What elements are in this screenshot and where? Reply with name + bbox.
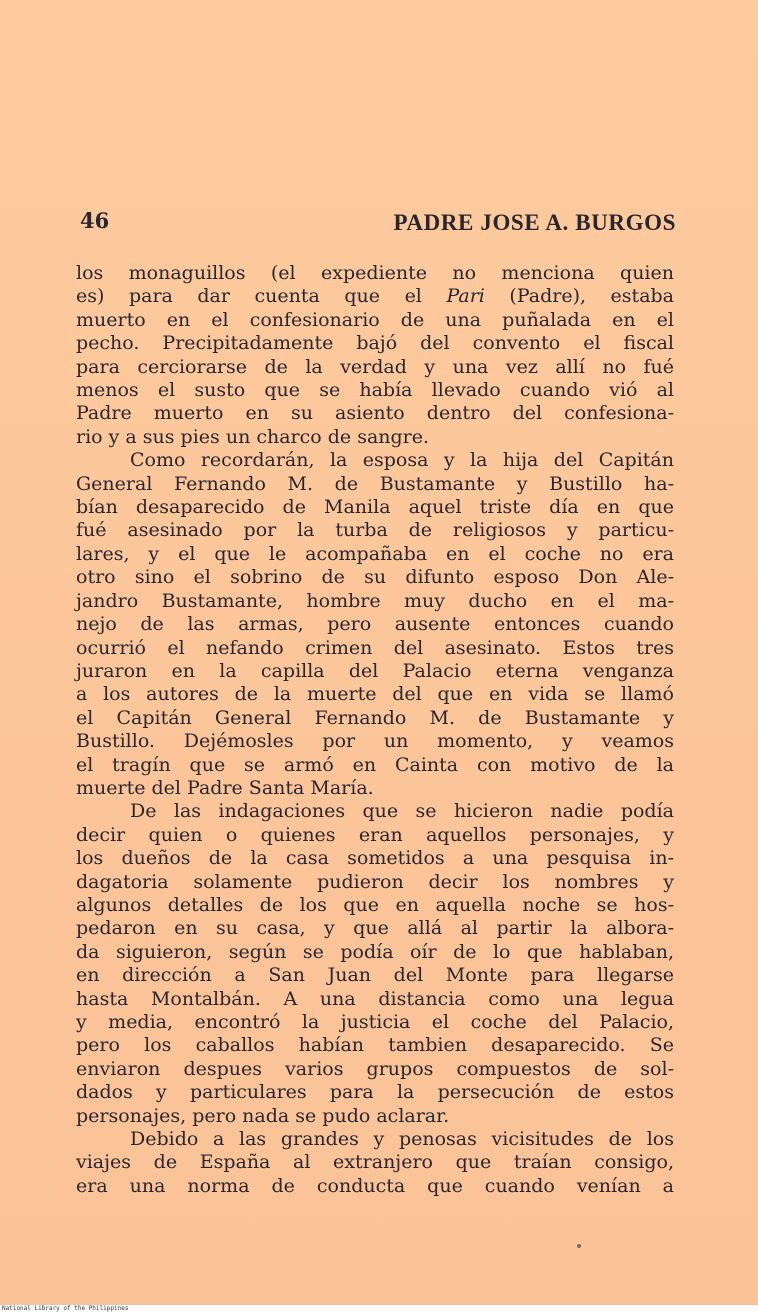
text-line: dagatoria solamente pudieron decir los nombres y bbox=[76, 870, 674, 893]
page-number: 46 bbox=[80, 208, 110, 233]
text-line: Debido a las grandes y penosas vicisitudes de los bbox=[130, 1128, 674, 1151]
italic-word: Pari bbox=[446, 285, 485, 308]
text-line: personajes, pero nada se pudo aclarar. bbox=[76, 1104, 450, 1127]
text-line: Como recordarán, la esposa y la hija del Capitán bbox=[130, 449, 674, 472]
text-line: era una norma de conducta que cuando venían a bbox=[76, 1174, 674, 1197]
text-line: pedaron en su casa, y que allá al partir la albora- bbox=[76, 917, 674, 940]
text-line: pecho. Precipitadamente bajó del convento el fiscal bbox=[76, 332, 674, 355]
text-line: menos el susto que se había llevado cuando vió al bbox=[76, 379, 674, 402]
text-line: nejo de las armas, pero ausente entonces cuando bbox=[76, 613, 674, 636]
text-line: decir quien o quienes eran aquellos personajes, y bbox=[76, 823, 674, 846]
text-line: da siguieron, según se podía oír de lo que hablaban, bbox=[76, 940, 674, 963]
text-line: muerto en el confesionario de una puñalada en el bbox=[76, 308, 674, 331]
text-line: lares, y el que le acompañaba en el coche no era bbox=[76, 542, 674, 565]
text-line: Padre muerto en su asiento dentro del confesiona- bbox=[76, 402, 674, 425]
text-line: ocurrió el nefando crimen del asesinato. Estos tres bbox=[76, 636, 674, 659]
text-line: pero los caballos habían tambien desaparecido. Se bbox=[76, 1034, 674, 1057]
text-line: rio y a sus pies un charco de sangre. bbox=[76, 425, 430, 448]
text-line: hasta Montalbán. A una distancia como una legua bbox=[76, 987, 674, 1010]
text-line: muerte del Padre Santa María. bbox=[76, 776, 374, 799]
library-credit: National Library of the Philippines bbox=[2, 1305, 129, 1312]
text-line: viajes de España al extranjero que traían consigo, bbox=[76, 1151, 674, 1174]
text-line: el tragín que se armó en Cainta con motivo de la bbox=[76, 753, 674, 776]
text-line: Bustillo. Dejémosles por un momento, y veamos bbox=[76, 730, 674, 753]
print-speck bbox=[577, 1244, 581, 1248]
text-line: juraron en la capilla del Palacio eterna venganza bbox=[76, 659, 674, 682]
text-line: en dirección a San Juan del Monte para llegarse bbox=[76, 964, 674, 987]
text-line: De las indagaciones que se hicieron nadie podía bbox=[130, 800, 674, 823]
text-line: General Fernando M. de Bustamante y Bustillo ha- bbox=[76, 472, 674, 495]
text-line: enviaron despues varios grupos compuestos de sol- bbox=[76, 1057, 674, 1080]
text-line: dados y particulares para la persecución de estos bbox=[76, 1081, 674, 1104]
text-line: y media, encontró la justicia el coche del Palacio, bbox=[76, 1011, 674, 1033]
text-line: el Capitán General Fernando M. de Bustamante y bbox=[76, 706, 674, 729]
text-line: para cerciorarse de la verdad y una vez allí no fué bbox=[76, 355, 674, 378]
text-line: fué asesinado por la turba de religiosos y particu- bbox=[76, 519, 674, 542]
text-line: jandro Bustamante, hombre muy ducho en el ma- bbox=[76, 589, 674, 612]
text-line: es) para dar cuenta que el Pari (Padre), estaba bbox=[76, 285, 675, 308]
body-text bbox=[76, 262, 674, 1198]
text-line: los monaguillos (el expediente no menciona quien bbox=[76, 262, 674, 284]
text-line: bían desaparecido de Manila aquel triste día en que bbox=[76, 496, 674, 519]
text-line: algunos detalles de los que en aquella noche se hos- bbox=[76, 893, 674, 916]
text-line: a los autores de la muerte del que en vida se llamó bbox=[76, 683, 674, 706]
running-head: PADRE JOSE A. BURGOS bbox=[393, 210, 676, 235]
text-line: otro sino el sobrino de su difunto esposo Don Ale- bbox=[76, 566, 674, 589]
text-line: los dueños de la casa sometidos a una pesquisa in- bbox=[76, 847, 674, 870]
page-header bbox=[80, 208, 676, 242]
